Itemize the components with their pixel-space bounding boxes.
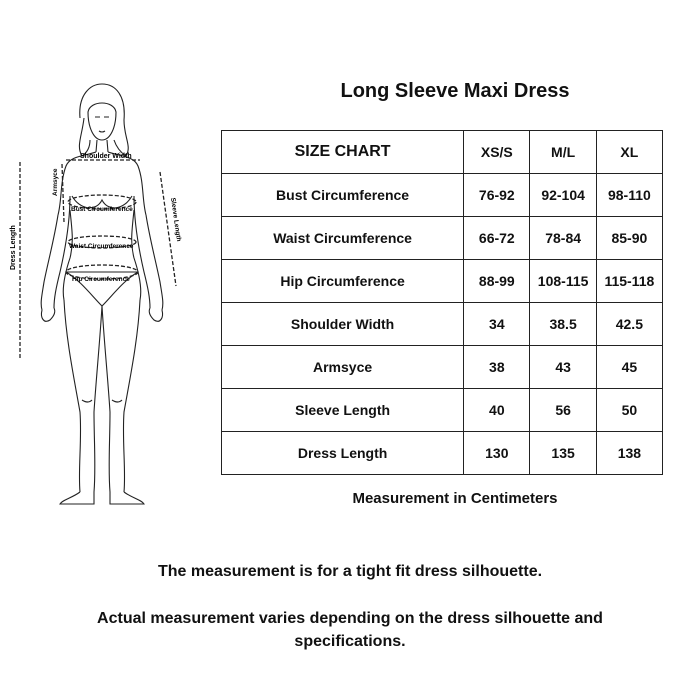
table-cell: 88-99 xyxy=(464,260,530,303)
table-cell: 56 xyxy=(530,389,596,432)
table-cell: 66-72 xyxy=(464,217,530,260)
row-label: Armsyce xyxy=(222,346,464,389)
table-cell: 50 xyxy=(596,389,662,432)
table-row xyxy=(222,389,663,432)
table-cell: 85-90 xyxy=(596,217,662,260)
table-header-row xyxy=(222,131,663,174)
table-cell: 108-115 xyxy=(530,260,596,303)
variation-note: Actual measurement varies depending on the dress silhouette and specifications. xyxy=(97,610,603,650)
table-cell: 78-84 xyxy=(530,217,596,260)
table-row xyxy=(222,346,663,389)
row-label: Bust Circumference xyxy=(222,174,464,217)
table-cell: 98-110 xyxy=(596,174,662,217)
table-cell: 130 xyxy=(464,432,530,475)
measurement-lines xyxy=(20,160,176,360)
table-row xyxy=(222,303,663,346)
figure-label-armsyce: Armsyce xyxy=(52,168,59,196)
figure-label-sleeve: Sleeve Length xyxy=(169,197,183,242)
table-cell: 135 xyxy=(530,432,596,475)
unit-note: Measurement in Centimeters xyxy=(352,490,558,507)
figure-label-bust: Bust Circumference xyxy=(71,206,133,213)
table-cell: 115-118 xyxy=(596,260,662,303)
figure-label-shoulder: Shoulder Width xyxy=(80,153,132,160)
table-row xyxy=(222,432,663,475)
table-row xyxy=(222,260,663,303)
table-cell: 76-92 xyxy=(464,174,530,217)
page-title: Long Sleeve Maxi Dress xyxy=(340,80,570,102)
figure-label-hip: Hip Circumference xyxy=(72,276,130,283)
table-header-label: SIZE CHART xyxy=(222,131,464,174)
table-header-m-l: M/L xyxy=(530,131,596,174)
row-label: Shoulder Width xyxy=(222,303,464,346)
table-cell: 34 xyxy=(464,303,530,346)
table-cell: 40 xyxy=(464,389,530,432)
row-label: Waist Circumference xyxy=(222,217,464,260)
table-cell: 92-104 xyxy=(530,174,596,217)
table-cell: 38 xyxy=(464,346,530,389)
table-cell: 38.5 xyxy=(530,303,596,346)
row-label: Dress Length xyxy=(222,432,464,475)
figure-label-waist: Waist Circumference xyxy=(69,243,134,250)
table-cell: 42.5 xyxy=(596,303,662,346)
size-chart-table xyxy=(221,130,663,475)
table-header-xs-s: XS/S xyxy=(464,131,530,174)
table-cell: 43 xyxy=(530,346,596,389)
table-row xyxy=(222,174,663,217)
table-row xyxy=(222,217,663,260)
row-label: Hip Circumference xyxy=(222,260,464,303)
row-label: Sleeve Length xyxy=(222,389,464,432)
body-measurement-figure xyxy=(0,80,200,510)
woman-silhouette xyxy=(41,84,163,504)
table-cell: 45 xyxy=(596,346,662,389)
table-cell: 138 xyxy=(596,432,662,475)
fit-note: The measurement is for a tight fit dress silhouette. xyxy=(157,563,543,580)
figure-label-dress: Dress Length xyxy=(10,225,17,270)
table-header-xl: XL xyxy=(596,131,662,174)
